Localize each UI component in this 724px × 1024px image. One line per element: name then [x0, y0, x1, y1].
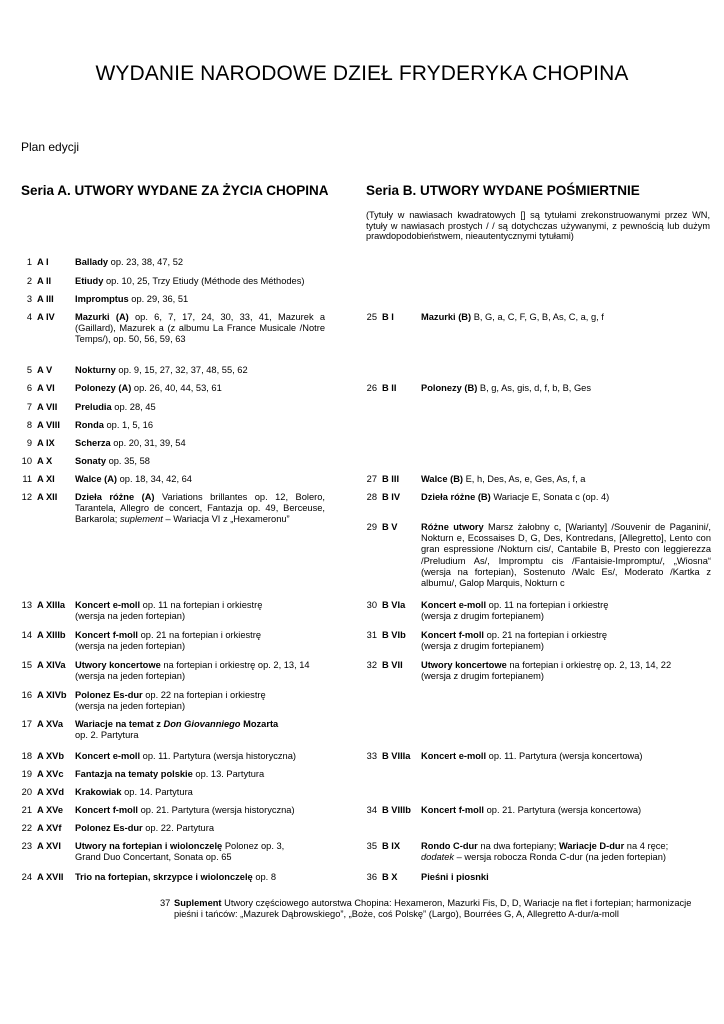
- page-title: WYDANIE NARODOWE DZIEŁ FRYDERYKA CHOPINA: [95, 62, 629, 85]
- entry-description: [421, 872, 711, 883]
- entry-number: 20: [21, 787, 32, 797]
- entry-number: 11: [22, 474, 32, 484]
- entry-title: Koncert f-moll: [75, 805, 139, 815]
- entry-number: 6: [26, 383, 32, 393]
- entry-description: [75, 438, 325, 449]
- entry-description: [75, 630, 325, 652]
- entry-details: op. 10, 25, Trzy Etiudy (Méthode des Méthodes): [103, 276, 305, 286]
- entry-number: 16: [21, 690, 32, 700]
- entry-details-line2: – wersja robocza Ronda C-dur (na jeden fortepian): [454, 852, 666, 863]
- entry-title: Mazurki (B): [421, 312, 472, 322]
- series-a-heading: Seria A. UTWORY WYDANE ZA ŻYCIA CHOPINA: [21, 183, 329, 198]
- entry-code: A IV: [37, 312, 55, 322]
- entry-description: [421, 474, 711, 485]
- entry-number: 8: [26, 420, 32, 430]
- entry-code: A I: [37, 257, 49, 267]
- entry-code: A VIII: [37, 420, 60, 430]
- entry-number: 13: [21, 600, 32, 610]
- entry-description: [421, 751, 711, 762]
- entry-title: Walce (A): [75, 474, 118, 484]
- entry-description: [75, 402, 325, 413]
- entry-title: Wariacje na temat z: [75, 719, 164, 729]
- entry-code: A XIIIa: [37, 600, 66, 610]
- entry-description: [75, 474, 325, 485]
- entry-code: A XIIIb: [37, 630, 66, 640]
- entry-details: B, G, a, C, F, G, B, As, C, a, g, f: [471, 312, 604, 322]
- entry-number: 34: [366, 805, 377, 815]
- entry-number: 1: [26, 257, 32, 267]
- entry-details-line2: (wersja na jeden fortepian): [75, 611, 186, 622]
- entry-details: op. 11 na fortepian i orkiestrę: [486, 600, 609, 610]
- entry-title: Koncert e-moll: [421, 600, 487, 610]
- entry-details-line2: (wersja z drugim fortepianem): [421, 611, 544, 622]
- entry-code: A III: [37, 294, 54, 304]
- entry-details-line2: (wersja na jeden fortepian): [75, 641, 186, 652]
- entry-code: B III: [382, 474, 400, 484]
- entry-details: op. 35, 58: [106, 456, 150, 466]
- entry-description: [75, 600, 325, 622]
- entry-number: 27: [366, 474, 377, 484]
- entry-description: [421, 312, 711, 323]
- entry-details: op. 20, 31, 39, 54: [110, 438, 186, 448]
- entry-number: 25: [366, 312, 377, 322]
- entry-code: A XVf: [37, 823, 62, 833]
- entry-title-secondary: Wariacje D-dur: [558, 841, 625, 851]
- entry-details: op. 29, 36, 51: [128, 294, 189, 304]
- entry-code: B VIb: [382, 630, 406, 640]
- entry-code: A IX: [37, 438, 55, 448]
- entry-title: Rondo C-dur: [421, 841, 478, 851]
- entry-title-italic: Don Giovanniego: [163, 719, 241, 729]
- entry-number: 21: [21, 805, 32, 815]
- entry-number: 31: [366, 630, 377, 640]
- entry-title: Koncert e-moll: [75, 751, 141, 761]
- entry-title: Koncert e-moll: [421, 751, 487, 761]
- entry-number: 24: [21, 872, 32, 882]
- entry-details: Variations brillantes op. 12, Bolero, Tarantela, Allegro de concert, Fantazja op. 49, Berceuse, Barkarola;: [75, 492, 325, 525]
- entry-code: B X: [382, 872, 398, 882]
- entry-number: 2: [26, 276, 32, 286]
- entry-details: na dwa fortepiany;: [477, 841, 559, 851]
- entry-code: A XVa: [37, 719, 64, 729]
- entry-code: A XVb: [37, 751, 65, 761]
- entry-description: [75, 383, 325, 394]
- supplement-entry: [160, 898, 700, 920]
- entry-number: 23: [21, 841, 32, 851]
- entry-description: [75, 872, 345, 883]
- entry-description: [75, 805, 345, 816]
- supplement-text: Utwory częściowego autorstwa Chopina: Hexameron, Mazurki Fis, D, D, Wariacje na flet i fortepian; harmonizacje pieśni i tańców: „Mazurek Dąbrowskiego”, „Boże, coś Polskę” (Largo), Bourrées G, A, Allegretto A-dur/a-moll: [174, 898, 692, 920]
- entry-title: Sonaty: [75, 456, 106, 466]
- entry-title: Mazurki (A): [75, 312, 129, 322]
- entry-details: op. 21 na fortepian i orkiestrę: [484, 630, 608, 640]
- entry-description: [75, 312, 325, 346]
- entry-description: [75, 492, 325, 526]
- entry-number: 35: [366, 841, 377, 851]
- entry-details-line2: (wersja na jeden fortepian): [75, 701, 186, 712]
- entry-title: Polonezy (B): [421, 383, 478, 393]
- entry-title: Trio na fortepian, skrzypce i wiolonczelę: [75, 872, 253, 882]
- entry-number: 29: [366, 522, 377, 532]
- entry-details-line2: (wersja na jeden fortepian): [75, 671, 186, 682]
- entry-code: A II: [37, 276, 52, 286]
- entry-details: op. 22. Partytura: [142, 823, 214, 833]
- entry-italic-note: suplement: [119, 514, 163, 525]
- entry-details: op. 21. Partytura (wersja koncertowa): [484, 805, 642, 815]
- entry-title: Preludia: [75, 402, 112, 412]
- entry-details: na fortepian i orkiestrę op. 2, 13, 14: [160, 660, 310, 670]
- entry-number: 7: [26, 402, 32, 412]
- entry-details: op. 14. Partytura: [121, 787, 193, 797]
- entry-number: 18: [21, 751, 32, 761]
- entry-details: op. 21 na fortepian i orkiestrę: [138, 630, 262, 640]
- entry-details: op. 8: [252, 872, 276, 882]
- entry-title: Impromptus: [75, 294, 129, 304]
- entry-description: [421, 630, 711, 652]
- entry-title-end: Mozarta: [240, 719, 279, 729]
- entry-title: Koncert e-moll: [75, 600, 141, 610]
- entry-details: op. 1, 5, 16: [103, 420, 154, 430]
- entry-description: [75, 690, 325, 712]
- entry-description: [75, 719, 325, 741]
- entry-code: B VIa: [382, 600, 406, 610]
- supplement-description: [174, 898, 694, 920]
- entry-number: 4: [26, 312, 32, 322]
- entry-number: 32: [366, 660, 377, 670]
- entry-details: op. 11. Partytura (wersja koncertowa): [486, 751, 643, 761]
- entry-details-end: – Wariacja VI z „Hexameronu”: [162, 514, 290, 525]
- entry-number: 36: [366, 872, 377, 882]
- supplement-number: 37: [160, 898, 171, 908]
- entry-code: A XI: [37, 474, 55, 484]
- entry-title: Walce (B): [421, 474, 464, 484]
- entry-details-line2: (wersja z drugim fortepianem): [421, 671, 544, 682]
- entry-description: [75, 787, 345, 798]
- entry-code: A XIVa: [37, 660, 66, 670]
- entry-description: [421, 805, 711, 816]
- entry-code: B II: [382, 383, 397, 393]
- entry-number: 3: [26, 294, 32, 304]
- entry-title: Ballady: [75, 257, 109, 267]
- entry-code: A V: [37, 365, 53, 375]
- entry-description: [75, 769, 345, 780]
- entry-description: [75, 276, 325, 287]
- entry-details: op. 21. Partytura (wersja historyczna): [138, 805, 295, 815]
- entry-number: 28: [366, 492, 377, 502]
- entry-description: [75, 660, 325, 682]
- entry-title: Pieśni i piosnki: [421, 872, 489, 882]
- entry-description: [421, 660, 711, 682]
- entry-title: Dzieła różne (B): [421, 492, 491, 502]
- entry-details: op. 18, 34, 42, 64: [117, 474, 192, 484]
- entry-number: 14: [21, 630, 32, 640]
- entry-title: Nokturny: [75, 365, 116, 375]
- entry-description: [421, 383, 711, 394]
- entry-description: [75, 751, 345, 762]
- entry-details: op. 13. Partytura: [192, 769, 265, 779]
- entry-details: op. 6, 7, 17, 24, 30, 33, 41, Mazurek a (Gaillard), Mazurek a (z albumu La France Musicale /Notre Temps/), op. 50, 56, 59, 63: [75, 312, 325, 345]
- entry-description: [75, 420, 325, 431]
- entry-title: Różne utwory: [421, 522, 484, 532]
- entry-description: [421, 600, 711, 622]
- entry-number: 10: [21, 456, 32, 466]
- entry-details: B, g, As, gis, d, f, b, B, Ges: [477, 383, 591, 393]
- supplement-title: Suplement: [174, 898, 222, 908]
- entry-details-line2: op. 2. Partytura: [75, 730, 139, 741]
- entry-number: 26: [366, 383, 377, 393]
- entry-title: Krakowiak: [75, 787, 122, 797]
- entry-number: 22: [21, 823, 32, 833]
- entry-details-line2: Grand Duo Concertant, Sonata op. 65: [75, 852, 232, 863]
- entry-italic-note: dodatek: [421, 852, 455, 863]
- entry-number: 9: [26, 438, 32, 448]
- entry-title: Utwory koncertowe: [75, 660, 161, 670]
- entry-details: op. 11 na fortepian i orkiestrę: [140, 600, 263, 610]
- entry-details: na fortepian i orkiestrę op. 2, 13, 14, 22: [506, 660, 672, 670]
- entry-title: Polonez Es-dur: [75, 690, 143, 700]
- entry-title: Koncert f-moll: [421, 805, 485, 815]
- entry-title: Polonez Es-dur: [75, 823, 143, 833]
- entry-number: 12: [21, 492, 32, 502]
- entry-description: [421, 841, 711, 863]
- series-b-note: (Tytuły w nawiasach kwadratowych [] są tytułami zrekonstruowanymi przez WN, tytuły w nawiasach prostych / / są dotychczas używanymi, z pewnością lub dużym prawdopodobieństwem, nieautentycznymi tytułami): [366, 210, 710, 242]
- entry-details: op. 28, 45: [111, 402, 156, 412]
- entry-title: Ronda: [75, 420, 104, 430]
- entry-code: B V: [382, 522, 398, 532]
- entry-code: B IV: [382, 492, 401, 502]
- entry-details: op. 11. Partytura (wersja historyczna): [140, 751, 296, 761]
- entry-title: Etiudy: [75, 276, 104, 286]
- entry-details: Polonez op. 3,: [222, 841, 285, 851]
- entry-details-line2: (wersja z drugim fortepianem): [421, 641, 544, 652]
- entry-description: [75, 841, 345, 863]
- entry-details-secondary: na 4 ręce;: [624, 841, 669, 851]
- entry-code: A XVI: [37, 841, 61, 851]
- entry-code: B I: [382, 312, 394, 322]
- entry-code: A XVII: [37, 872, 64, 882]
- entry-code: B VII: [382, 660, 403, 670]
- entry-details: Wariacje E, Sonata c (op. 4): [490, 492, 610, 502]
- entry-code: B VIIIb: [382, 805, 411, 815]
- entry-number: 30: [366, 600, 377, 610]
- entry-description: [75, 257, 325, 268]
- entry-details: op. 9, 15, 27, 32, 37, 48, 55, 62: [115, 365, 248, 375]
- entry-description: [75, 456, 325, 467]
- entry-number: 33: [366, 751, 377, 761]
- entry-details: E, h, Des, As, e, Ges, As, f, a: [463, 474, 586, 484]
- entry-title: Koncert f-moll: [75, 630, 139, 640]
- entry-title: Fantazja na tematy polskie: [75, 769, 193, 779]
- entry-details: op. 22 na fortepian i orkiestrę: [142, 690, 266, 700]
- entry-number: 17: [21, 719, 32, 729]
- entry-title: Koncert f-moll: [421, 630, 485, 640]
- entry-code: B VIIIa: [382, 751, 411, 761]
- entry-details: Marsz żałobny c, [Warianty] /Souvenir de Paganini/, Nokturn e, Ecossaises D, G, Des, Kontredans, [Allegretto], Lento con gran espressione /Nokturn cis/, Cantabile B, Presto con leggierezza /Preludium As/, Impromptu cis /Fantaisie-Impromptu/, „Wiosna“ (wersja na fortepian), Sostenuto /Walc Es/, Moderato /Kartka z albumu/, Galop Marquis, Nokturn c: [421, 522, 711, 589]
- entry-code: B IX: [382, 841, 401, 851]
- series-b-heading: Seria B. UTWORY WYDANE POŚMIERTNIE: [366, 183, 640, 198]
- entry-description: [75, 365, 325, 376]
- entry-description: [421, 492, 711, 503]
- entry-title: Scherza: [75, 438, 111, 448]
- entry-details: op. 23, 38, 47, 52: [108, 257, 184, 267]
- entry-details: op. 26, 40, 44, 53, 61: [131, 383, 222, 393]
- entry-code: A XVc: [37, 769, 64, 779]
- entry-title: Utwory koncertowe: [421, 660, 507, 670]
- entry-number: 15: [21, 660, 32, 670]
- entry-code: A VII: [37, 402, 58, 412]
- entry-code: A XII: [37, 492, 58, 502]
- entry-title: Utwory na fortepian i wiolonczelę: [75, 841, 223, 851]
- entry-code: A VI: [37, 383, 55, 393]
- entry-code: A XIVb: [37, 690, 67, 700]
- plan-subtitle: Plan edycji: [21, 140, 80, 154]
- entry-number: 5: [26, 365, 32, 375]
- entry-code: A XVd: [37, 787, 65, 797]
- entry-code: A XVe: [37, 805, 64, 815]
- entry-number: 19: [21, 769, 32, 779]
- entry-description: [75, 294, 325, 305]
- entry-code: A X: [37, 456, 53, 466]
- entry-description: [421, 522, 711, 589]
- entry-description: [75, 823, 345, 834]
- entry-title: Polonezy (A): [75, 383, 132, 393]
- entry-title: Dzieła różne (A): [75, 492, 155, 502]
